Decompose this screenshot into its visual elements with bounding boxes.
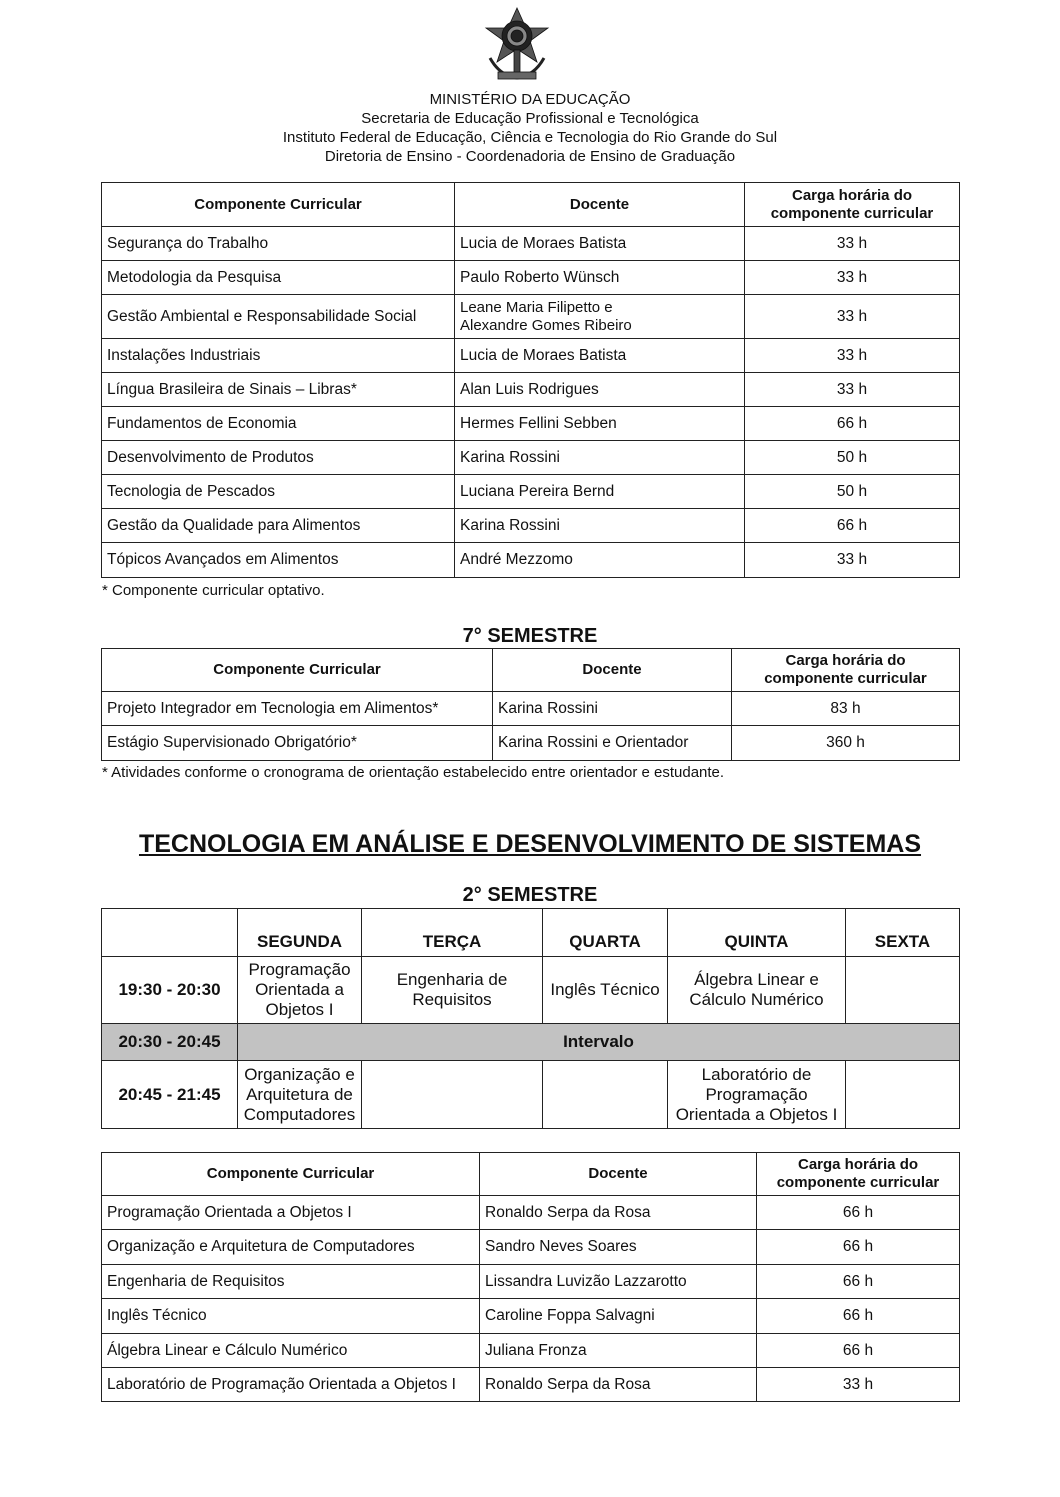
table-header-row bbox=[102, 649, 960, 692]
table-row bbox=[102, 227, 960, 261]
table-row bbox=[102, 726, 960, 761]
cell-component: Programação Orientada a Objetos I bbox=[102, 1196, 480, 1230]
schedule-row-1930 bbox=[102, 957, 960, 1024]
cell-carga: 33 h bbox=[757, 1368, 960, 1402]
table-row bbox=[102, 1196, 960, 1230]
cell-docente: Lucia de Moraes Batista bbox=[455, 339, 745, 373]
cell-carga: 33 h bbox=[745, 295, 960, 339]
cell-component: Gestão Ambiental e Responsabilidade Social bbox=[102, 295, 455, 339]
schedule-days-row bbox=[102, 909, 960, 957]
day-header-quinta: QUINTA bbox=[668, 909, 846, 957]
cell-docente: Luciana Pereira Bernd bbox=[455, 475, 745, 509]
table-row bbox=[102, 1230, 960, 1265]
cell-carga: 66 h bbox=[757, 1299, 960, 1334]
curriculum-table-2nd bbox=[101, 1152, 960, 1402]
cell-component: Tecnologia de Pescados bbox=[102, 475, 455, 509]
cell-docente: Leane Maria Filipetto e Alexandre Gomes Ribeiro bbox=[455, 295, 745, 339]
table-row bbox=[102, 1299, 960, 1334]
table-row bbox=[102, 475, 960, 509]
cell-component: Inglês Técnico bbox=[102, 1299, 480, 1334]
class-cell-quarta bbox=[543, 1061, 668, 1129]
cell-component: Gestão da Qualidade para Alimentos bbox=[102, 509, 455, 543]
interval-time: 20:30 - 20:45 bbox=[102, 1024, 238, 1061]
day-header-segunda: SEGUNDA bbox=[238, 909, 362, 957]
cell-docente: Paulo Roberto Wünsch bbox=[455, 261, 745, 295]
cell-component: Estágio Supervisionado Obrigatório* bbox=[102, 726, 493, 761]
activities-note: * Atividades conforme o cronograma de orientação estabelecido entre orientador e estudante. bbox=[102, 764, 725, 781]
day-header-sexta: SEXTA bbox=[846, 909, 960, 957]
course-title: TECNOLOGIA EM ANÁLISE E DESENVOLVIMENTO DE SISTEMAS bbox=[138, 830, 922, 858]
header-docente: Docente bbox=[493, 649, 732, 692]
cell-carga: 33 h bbox=[745, 227, 960, 261]
cell-component: Álgebra Linear e Cálculo Numérico bbox=[102, 1334, 480, 1368]
schedule-interval-row bbox=[102, 1024, 960, 1061]
cell-component: Instalações Industriais bbox=[102, 339, 455, 373]
cell-carga: 66 h bbox=[745, 509, 960, 543]
cell-docente: Ronaldo Serpa da Rosa bbox=[480, 1196, 757, 1230]
table-row bbox=[102, 373, 960, 407]
header-carga: Carga horária do componente curricular bbox=[732, 649, 960, 692]
cell-carga: 66 h bbox=[745, 407, 960, 441]
table-row bbox=[102, 1334, 960, 1368]
curriculum-table-7th bbox=[101, 648, 960, 761]
cell-docente: Ronaldo Serpa da Rosa bbox=[480, 1368, 757, 1402]
cell-component: Organização e Arquitetura de Computadores bbox=[102, 1230, 480, 1265]
cell-docente: Juliana Fronza bbox=[480, 1334, 757, 1368]
cell-component: Segurança do Trabalho bbox=[102, 227, 455, 261]
cell-component: Projeto Integrador em Tecnologia em Alimentos* bbox=[102, 692, 493, 726]
cell-docente: Alan Luis Rodrigues bbox=[455, 373, 745, 407]
optional-note: * Componente curricular optativo. bbox=[102, 582, 325, 599]
day-header-quarta: QUARTA bbox=[543, 909, 668, 957]
class-cell-sexta bbox=[846, 957, 960, 1024]
cell-carga: 33 h bbox=[745, 261, 960, 295]
institute-line: Instituto Federal de Educação, Ciência e Tecnologia do Rio Grande do Sul bbox=[282, 129, 778, 146]
day-header-blank bbox=[102, 909, 238, 957]
cell-carga: 66 h bbox=[757, 1265, 960, 1299]
cell-component: Tópicos Avançados em Alimentos bbox=[102, 543, 455, 578]
header-carga: Carga horária do componente curricular bbox=[757, 1153, 960, 1196]
cell-carga: 360 h bbox=[732, 726, 960, 761]
header-component: Componente Curricular bbox=[102, 1153, 480, 1196]
header-component: Componente Curricular bbox=[102, 649, 493, 692]
secretariat-line: Secretaria de Educação Profissional e Tecnológica bbox=[361, 110, 699, 127]
class-cell-segunda: Programação Orientada a Objetos I bbox=[238, 957, 362, 1024]
cell-carga: 66 h bbox=[757, 1196, 960, 1230]
curriculum-table-6th bbox=[101, 182, 960, 578]
table-row bbox=[102, 339, 960, 373]
cell-component: Metodologia da Pesquisa bbox=[102, 261, 455, 295]
header-docente: Docente bbox=[455, 183, 745, 227]
class-cell-terca: Engenharia de Requisitos bbox=[362, 957, 543, 1024]
table-row bbox=[102, 509, 960, 543]
header-carga: Carga horária do componente curricular bbox=[745, 183, 960, 227]
table-row bbox=[102, 1265, 960, 1299]
weekly-schedule bbox=[101, 908, 960, 1129]
cell-carga: 33 h bbox=[745, 543, 960, 578]
day-header-terca: TERÇA bbox=[362, 909, 543, 957]
cell-docente: Sandro Neves Soares bbox=[480, 1230, 757, 1265]
cell-docente: Lissandra Luvizão Lazzarotto bbox=[480, 1265, 757, 1299]
class-cell-quinta: Laboratório de Programação Orientada a Objetos I bbox=[668, 1061, 846, 1129]
header-component: Componente Curricular bbox=[102, 183, 455, 227]
header-docente: Docente bbox=[480, 1153, 757, 1196]
cell-carga: 83 h bbox=[732, 692, 960, 726]
table-header-row bbox=[102, 1153, 960, 1196]
cell-docente: Karina Rossini bbox=[493, 692, 732, 726]
cell-component: Engenharia de Requisitos bbox=[102, 1265, 480, 1299]
class-cell-quinta: Álgebra Linear e Cálculo Numérico bbox=[668, 957, 846, 1024]
class-cell-terca bbox=[362, 1061, 543, 1129]
cell-docente: Hermes Fellini Sebben bbox=[455, 407, 745, 441]
ministry-title: MINISTÉRIO DA EDUCAÇÃO bbox=[429, 91, 631, 108]
cell-docente: Karina Rossini bbox=[455, 441, 745, 475]
table-row bbox=[102, 407, 960, 441]
class-cell-sexta bbox=[846, 1061, 960, 1129]
cell-docente: Lucia de Moraes Batista bbox=[455, 227, 745, 261]
cell-carga: 50 h bbox=[745, 475, 960, 509]
interval-label: Intervalo bbox=[238, 1024, 960, 1061]
cell-carga: 50 h bbox=[745, 441, 960, 475]
cell-carga: 66 h bbox=[757, 1230, 960, 1265]
cell-carga: 33 h bbox=[745, 373, 960, 407]
cell-docente: Caroline Foppa Salvagni bbox=[480, 1299, 757, 1334]
directorate-line: Diretoria de Ensino - Coordenadoria de Ensino de Graduação bbox=[324, 148, 736, 165]
table-row bbox=[102, 1368, 960, 1402]
time-slot: 19:30 - 20:30 bbox=[102, 957, 238, 1024]
table-header-row bbox=[102, 183, 960, 227]
cell-docente: André Mezzomo bbox=[455, 543, 745, 578]
table-row bbox=[102, 261, 960, 295]
cell-component: Laboratório de Programação Orientada a Objetos I bbox=[102, 1368, 480, 1402]
class-cell-segunda: Organização e Arquitetura de Computadores bbox=[238, 1061, 362, 1129]
time-slot: 20:45 - 21:45 bbox=[102, 1061, 238, 1129]
class-cell-quarta: Inglês Técnico bbox=[543, 957, 668, 1024]
semester-2-title: 2° SEMESTRE bbox=[462, 884, 598, 906]
cell-carga: 33 h bbox=[745, 339, 960, 373]
table-row bbox=[102, 543, 960, 578]
coat-of-arms-emblem bbox=[480, 6, 554, 84]
schedule-row-2045 bbox=[102, 1061, 960, 1129]
semester-7-title: 7° SEMESTRE bbox=[462, 625, 598, 647]
table-row bbox=[102, 441, 960, 475]
cell-component: Fundamentos de Economia bbox=[102, 407, 455, 441]
cell-component: Língua Brasileira de Sinais – Libras* bbox=[102, 373, 455, 407]
table-row bbox=[102, 692, 960, 726]
cell-carga: 66 h bbox=[757, 1334, 960, 1368]
cell-docente: Karina Rossini bbox=[455, 509, 745, 543]
cell-component: Desenvolvimento de Produtos bbox=[102, 441, 455, 475]
cell-docente: Karina Rossini e Orientador bbox=[493, 726, 732, 761]
table-row bbox=[102, 295, 960, 339]
document-header bbox=[0, 90, 1060, 166]
